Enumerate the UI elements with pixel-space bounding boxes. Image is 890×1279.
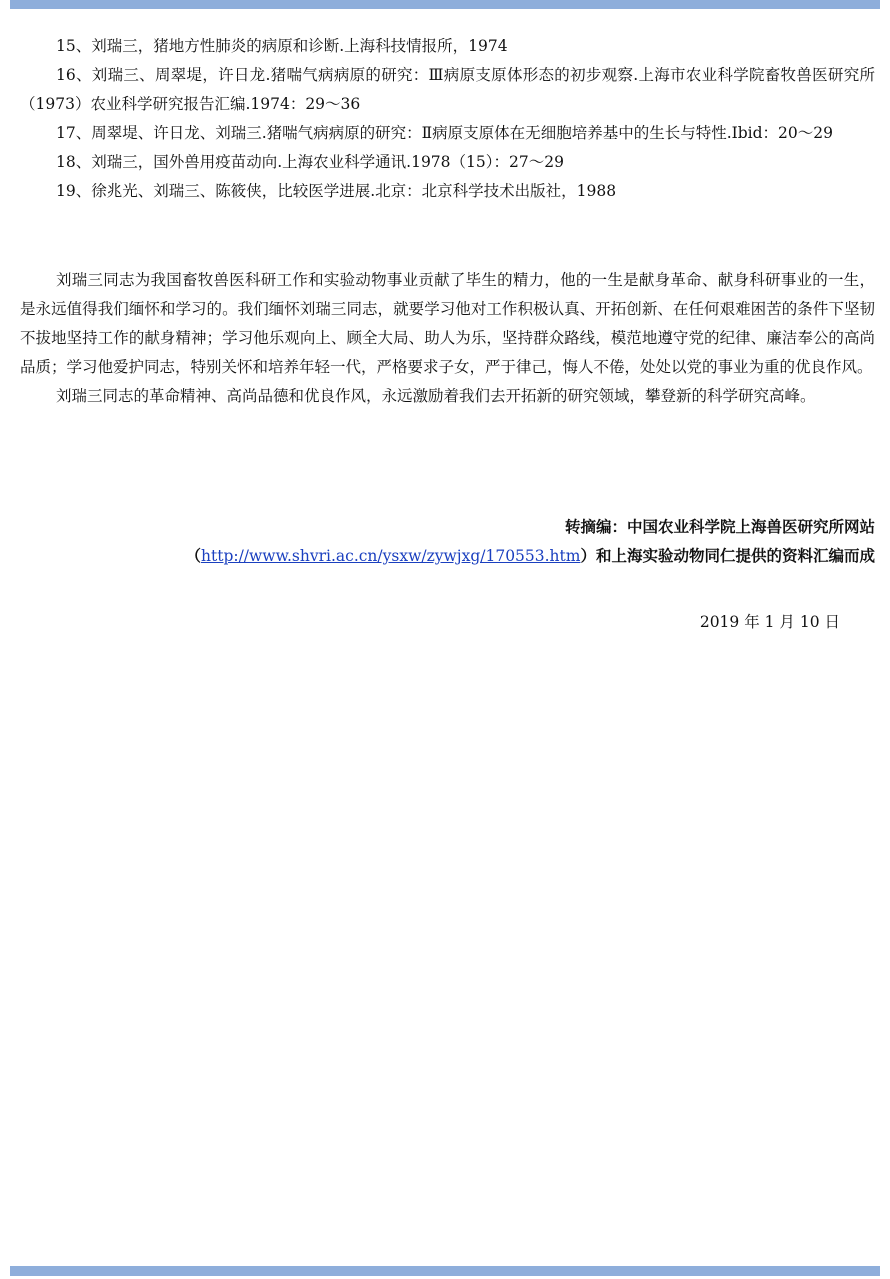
top-decorative-bar <box>10 0 880 9</box>
reference-item: 17、周翠堤、许日龙、刘瑞三.猪喘气病病原的研究：Ⅱ病原支原体在无细胞培养基中的生长与特性.Ibid：20～29 <box>56 124 833 142</box>
reference-list <box>20 32 875 206</box>
memorial-text <box>20 266 875 411</box>
reference-item: 19、徐兆光、刘瑞三、陈筱侠，比较医学进展.北京：北京科学技术出版社，1988 <box>56 182 617 200</box>
reference-item: 18、刘瑞三，国外兽用疫苗动向.上海农业科学通讯.1978（15）：27～29 <box>56 153 564 171</box>
source-line-2 <box>185 541 875 571</box>
body-paragraph: 刘瑞三同志为我国畜牧兽医科研工作和实验动物事业贡献了毕生的精力，他的一生是献身革命、献身科研事业的一生，是永远值得我们缅怀和学习的。我们缅怀刘瑞三同志，就要学习他对工作积极认真、开拓创新、在任何艰难困苦的条件下坚韧不拔地坚持工作的献身精神；学习他乐观向上、顾全大局、助人为乐，坚持群众路线，模范地遵守党的纪律、廉洁奉公的高尚品质；学习他爱护同志，特别关怀和培养年轻一代，严格要求子女，严于律己，悔人不倦，处处以党的事业为重的优良作风。 <box>20 271 875 376</box>
body-paragraph: 刘瑞三同志的革命精神、高尚品德和优良作风，永远激励着我们去开拓新的研究领域，攀登新的科学研究高峰。 <box>56 387 816 405</box>
reference-item: 16、刘瑞三、周翠堤，许日龙.猪喘气病病原的研究：Ⅲ病原支原体形态的初步观察.上海市农业科学院畜牧兽医研究所（1973）农业科学研究报告汇编.1974：29～36 <box>20 66 875 113</box>
open-paren: （ <box>185 546 201 565</box>
reference-item: 15、刘瑞三，猪地方性肺炎的病原和诊断.上海科技情报所，1974 <box>56 37 508 55</box>
document-date: 2019 年 1 月 10 日 <box>699 613 840 631</box>
source-attribution <box>185 512 875 571</box>
bottom-decorative-bar <box>10 1266 880 1276</box>
source-line-2-suffix: ）和上海实验动物同仁提供的资料汇编而成 <box>580 546 875 565</box>
source-url-link[interactable]: http://www.shvri.ac.cn/ysxw/zywjxg/170553.htm <box>201 547 581 565</box>
source-line-1: 转摘编：中国农业科学院上海兽医研究所网站 <box>564 517 875 536</box>
